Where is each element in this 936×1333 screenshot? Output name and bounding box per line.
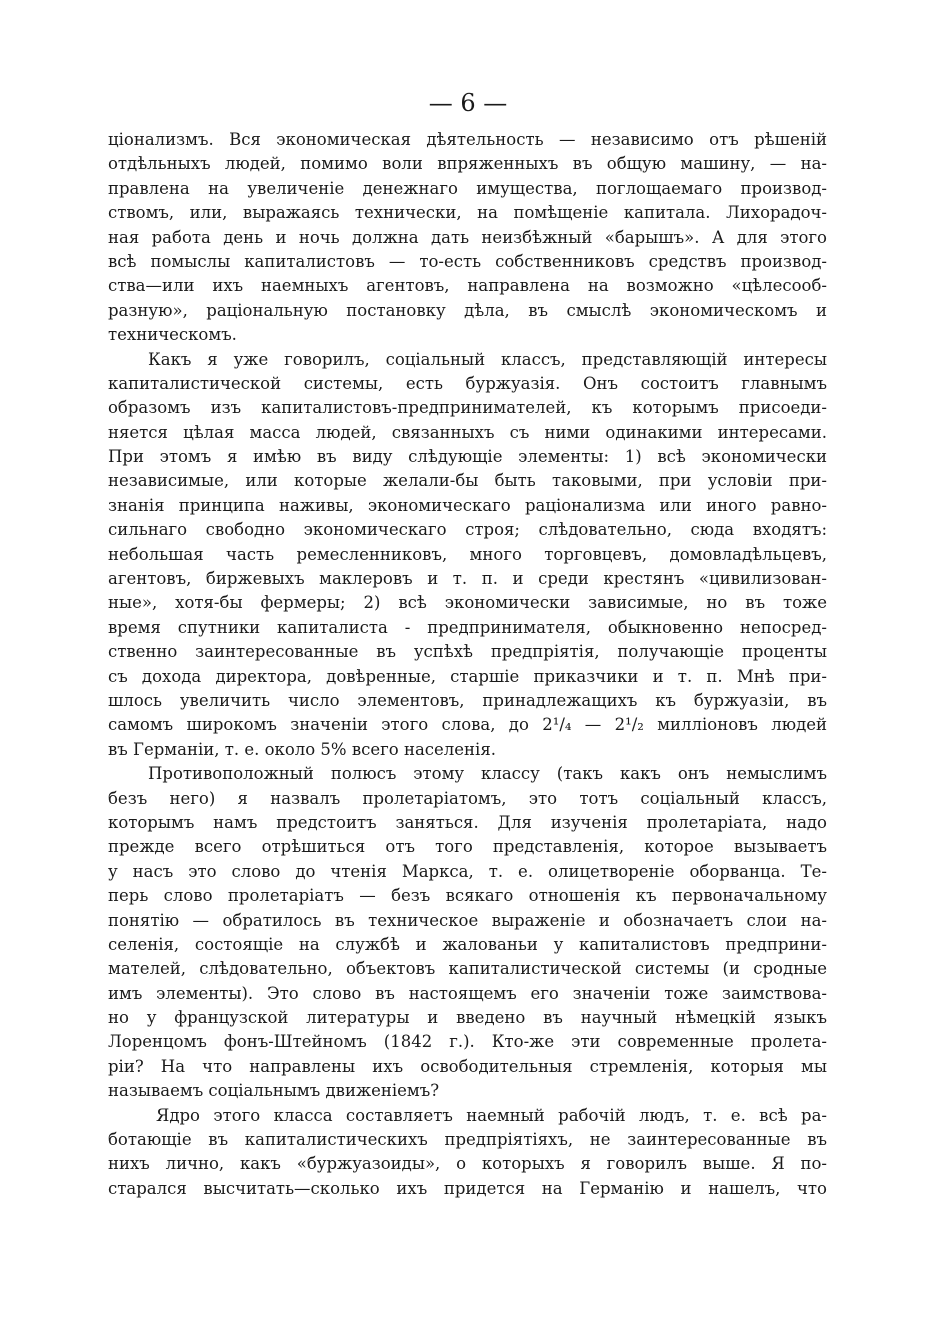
text-line: время спутники капиталиста - предпринимателя, обыкновенно непосред- [108,617,827,637]
text-line: мателей, слѣдовательно, объектовъ капиталистической системы (и сродные [108,959,827,979]
paragraph [108,348,827,763]
text-line: ства—или ихъ наемныхъ агентовъ, направлена на возможно «цѣлесооб- [108,276,827,296]
text-line: нихъ лично, какъ «буржуазоиды», о которыхъ я говорилъ выше. Я по- [108,1154,827,1174]
text-line: называемъ соціальнымъ движеніемъ? [108,1081,440,1101]
text-line: ственно заинтересованные въ успѣхѣ предпріятія, получающіе проценты [108,642,827,662]
text-line: ціонализмъ. Вся экономическая дѣятельность — независимо отъ рѣшеній [108,130,827,149]
text-line: разную», раціональную постановку дѣла, въ смыслѣ экономическомъ и [108,300,827,320]
text-line: агентовъ, биржевыхъ маклеровъ и т. п. и среди крестянъ «цивилизован- [108,569,827,589]
paragraph [108,1104,827,1202]
text-line: ріи? На что направлены ихъ освободительныя стремленія, которыя мы [108,1056,827,1076]
text-line: прежде всего отрѣшиться отъ того представленія, которое вызываетъ [108,837,827,857]
text-line: капиталистической системы, есть буржуазія. Онъ состоитъ главнымъ [108,373,827,393]
text-line: въ Германіи, т. е. около 5% всего населенія. [108,739,496,759]
text-line: Ядро этого класса составляетъ наемный рабочій людъ, т. е. всѣ ра- [156,1105,827,1125]
text-line: Какъ я уже говорилъ, соціальный классъ, представляющій интересы [148,349,827,369]
text-line: селенія, состоящіе на службѣ и жалованьи у капиталистовъ предприни- [108,934,827,954]
text-line: няется цѣлая масса людей, связанныхъ съ ними одинакими интересами. [108,422,827,442]
text-line: но у французской литературы и введено въ научный нѣмецкій языкъ [108,1008,827,1028]
text-line: всѣ помыслы капиталистовъ — то-есть собственниковъ средствъ производ- [108,251,827,271]
text-line: ботающіе въ капиталистическихъ предпріятіяхъ, не заинтересованные въ [108,1130,827,1150]
text-line: Лоренцомъ фонъ-Штейномъ (1842 г.). Кто-же эти современные пролета- [108,1032,827,1052]
paragraph [108,762,827,1103]
text-line: Противоположный полюсъ этому классу (такъ какъ онъ немыслимъ [148,764,827,784]
text-line: старался высчитать—сколько ихъ придется на Германію и нашелъ, что [108,1178,827,1198]
text-line: сильнаго свободно экономическаго строя; слѣдовательно, сюда входятъ: [108,520,827,540]
text-line: перь слово пролетаріатъ — безъ всякаго отношенія къ первоначальному [108,886,827,906]
text-line: которымъ намъ предстоитъ заняться. Для изученія пролетаріата, надо [108,812,827,832]
text-line: безъ него) я назвалъ пролетаріатомъ, это тотъ соціальный классъ, [108,788,827,808]
text-line: шлось увеличить число элементовъ, принадлежащихъ къ буржуазіи, въ [108,690,827,710]
text-line: техническомъ. [108,325,237,345]
body-text [108,128,827,1201]
text-line: небольшая часть ремесленниковъ, много торговцевъ, домовладѣльцевъ, [108,544,827,564]
text-line: независимые, или которые желали-бы быть таковыми, при условіи при- [108,471,827,491]
text-line: При этомъ я имѣю въ виду слѣдующіе элементы: 1) всѣ экономически [108,447,827,467]
text-line: отдѣльныхъ людей, помимо воли впряженныхъ въ общую машину, — на- [108,154,827,174]
text-line: имъ элементы). Это слово въ настоящемъ его значеніи тоже заимствова- [108,983,827,1003]
text-line: съ дохода директора, довѣренные, старшіе приказчики и т. п. Мнѣ при- [108,666,827,686]
text-line: ствомъ, или, выражаясь технически, на помѣщеніе капитала. Лихорадоч- [108,203,827,223]
text-line: знанія принципа наживы, экономическаго раціонализма или иного равно- [108,495,827,515]
text-line: ные», хотя-бы фермеры; 2) всѣ экономически зависимые, но въ тоже [108,593,827,613]
text-line: понятію — обратилось въ техническое выраженіе и обозначаетъ слои на- [108,910,827,930]
text-line: самомъ широкомъ значеніи этого слова, до 2¹/₄ — 2¹/₂ милліоновъ людей [108,715,827,735]
text-line: у насъ это слово до чтенія Маркса, т. е. олицетвореніе оборванца. Те- [108,861,827,881]
text-line: ная работа день и ночь должна дать неизбѣжный «барышъ». А для этого [108,227,827,247]
text-line: правлена на увеличеніе денежнаго имущества, поглощаемаго производ- [108,178,827,198]
paragraph [108,128,827,348]
text-line: образомъ изъ капиталистовъ-предпринимателей, къ которымъ присоеди- [108,398,827,418]
page-number: — 6 — [428,89,508,117]
